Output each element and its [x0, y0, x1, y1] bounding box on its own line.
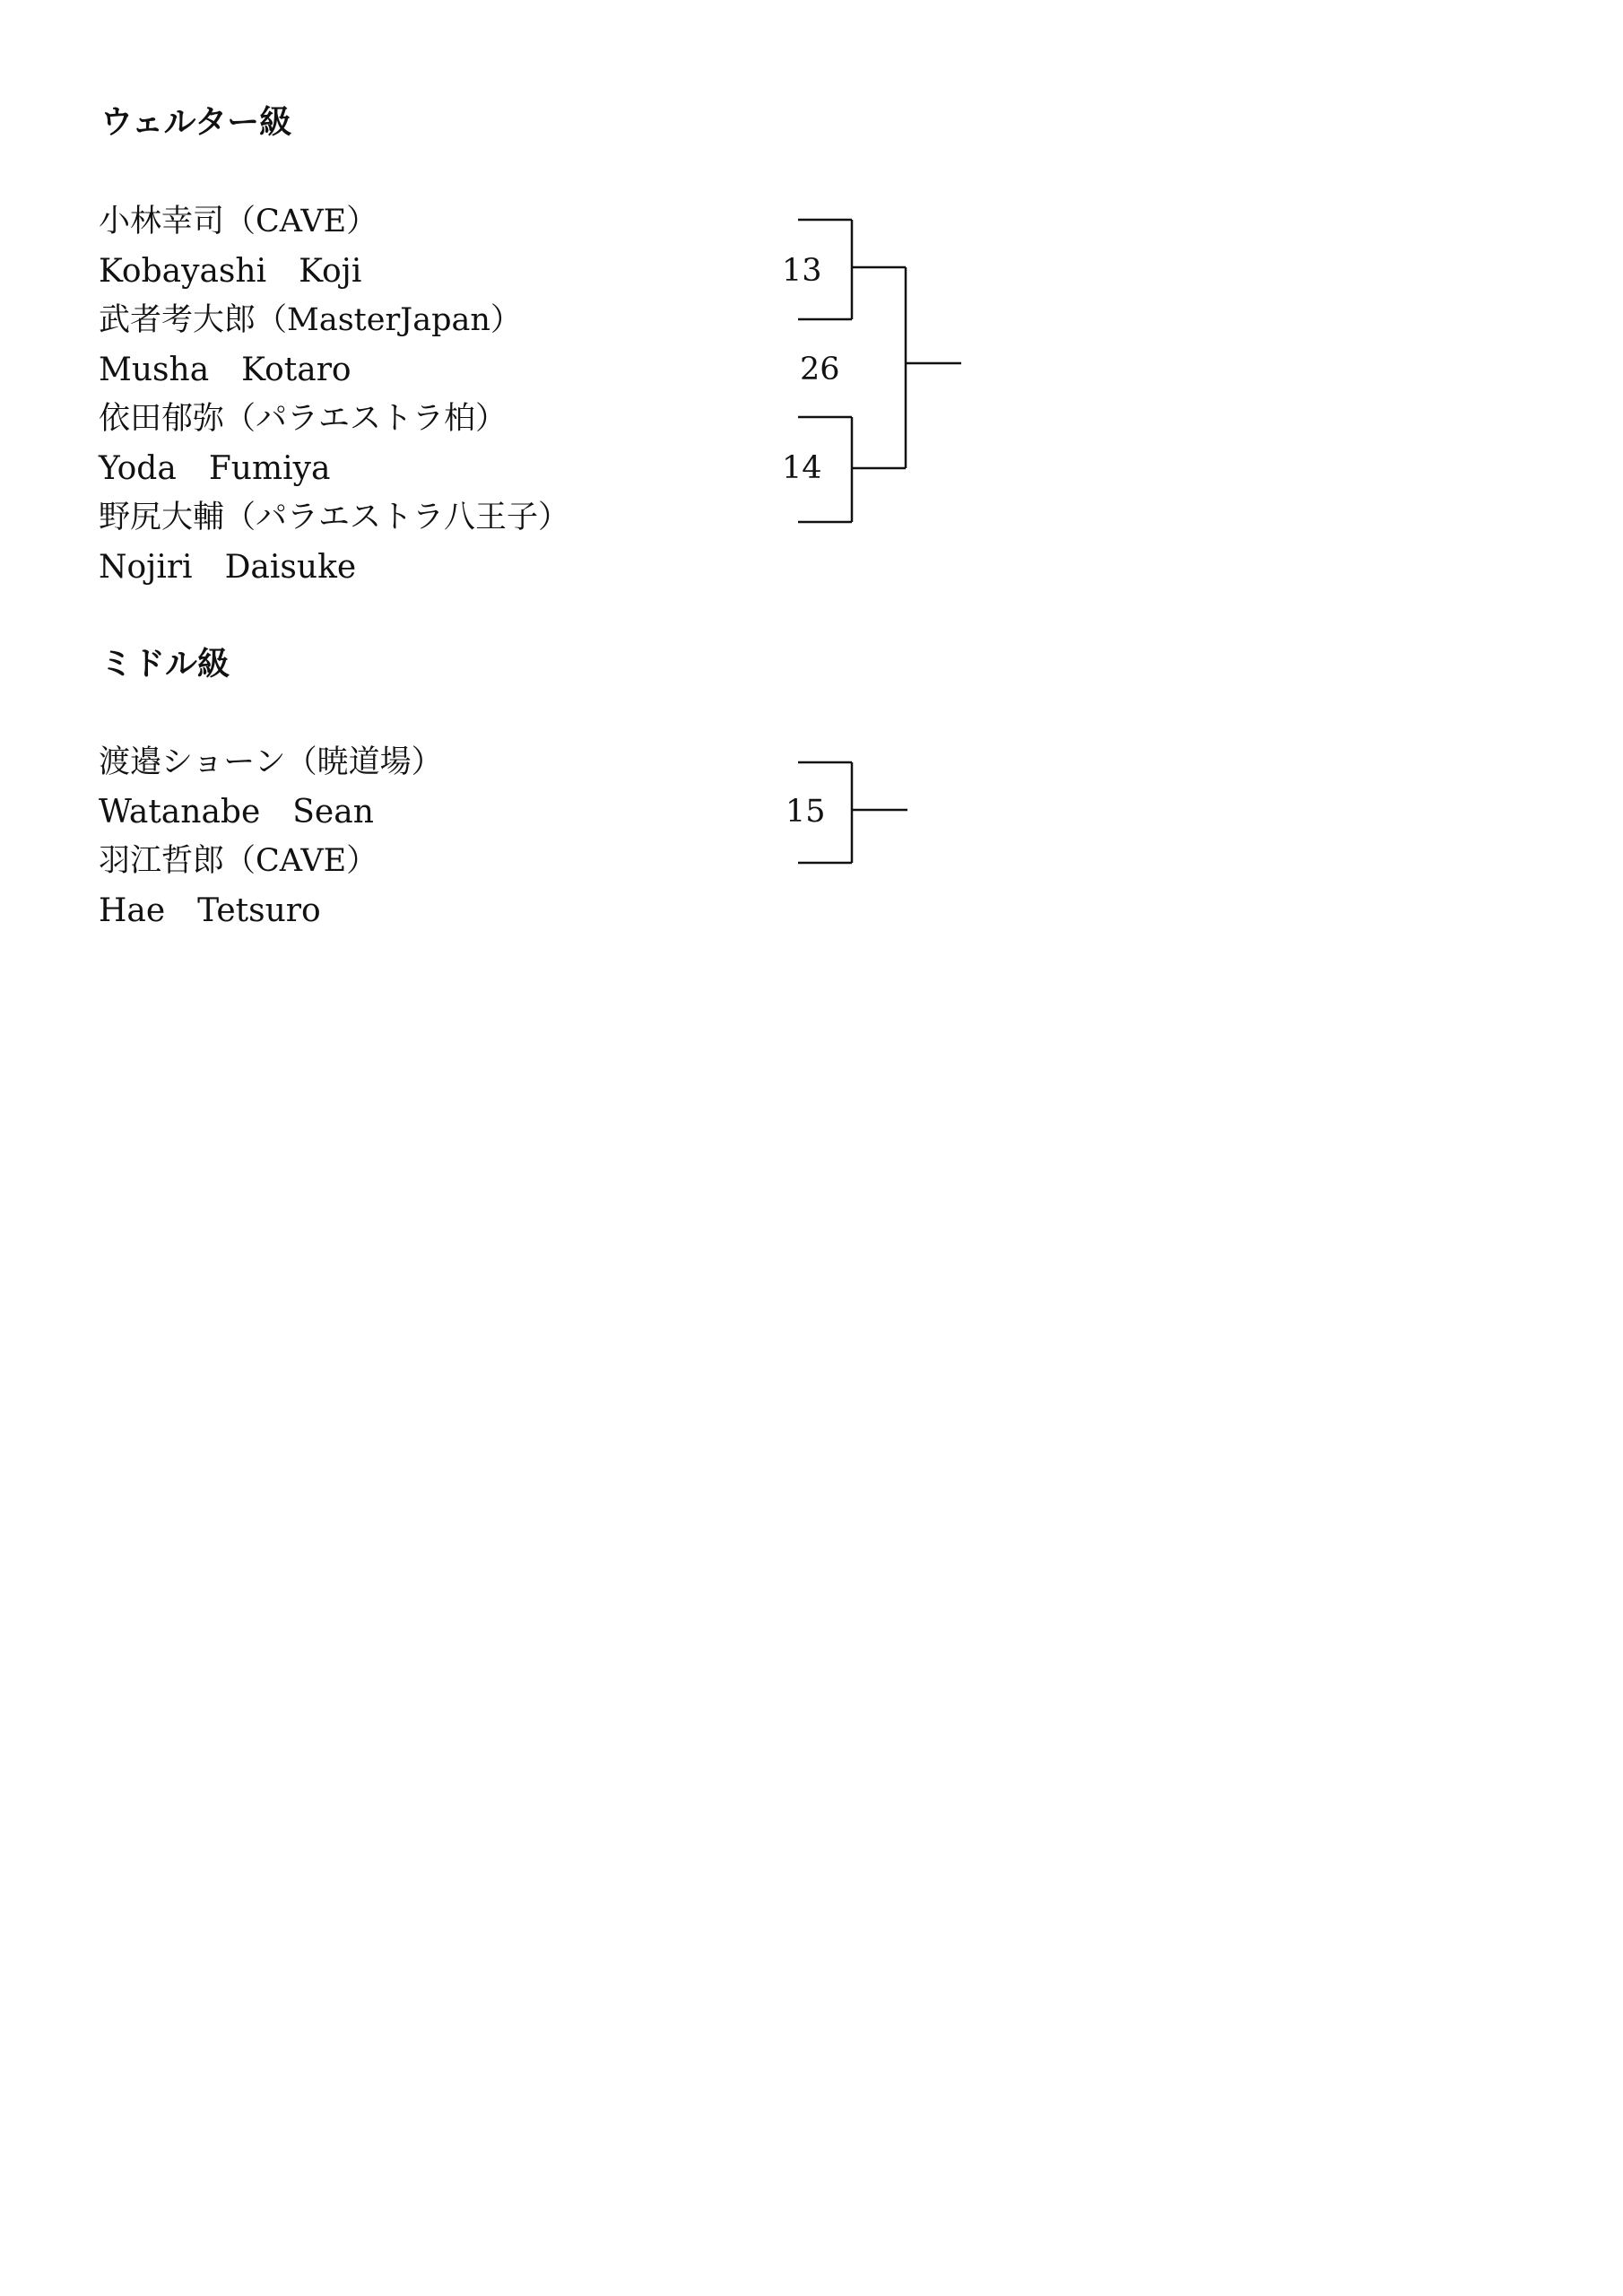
fighter-en-yoda: Yoda Fumiya	[99, 450, 331, 487]
division-title-welter: ウェルター級	[100, 103, 292, 141]
fighter-jp-nojiri: 野尻大輔（パラエストラ八王子）	[99, 500, 570, 535]
fighter-en-musha: Musha Kotaro	[99, 352, 352, 388]
fighter-en-nojiri: Nojiri Daisuke	[99, 549, 357, 586]
fighter-jp-watanabe: 渡邉ショーン（暁道場）	[99, 744, 443, 780]
fighter-jp-musha: 武者考大郎（MasterJapan）	[99, 302, 522, 338]
fighter-en-watanabe: Watanabe Sean	[99, 794, 374, 831]
division-title-middle: ミドル級	[100, 645, 230, 683]
bout-number: 13	[782, 253, 822, 289]
fighter-en-hae: Hae Tetsuro	[99, 892, 321, 929]
bout-number: 26	[800, 352, 840, 387]
fighter-jp-kobayashi: 小林幸司（CAVE）	[99, 204, 378, 239]
bout-number: 15	[785, 794, 826, 830]
fighter-jp-yoda: 依田郁弥（パラエストラ柏）	[99, 401, 508, 437]
fighter-jp-hae: 羽江哲郎（CAVE）	[99, 843, 378, 879]
bout-number: 14	[782, 450, 822, 486]
fighter-en-kobayashi: Kobayashi Koji	[99, 253, 362, 290]
